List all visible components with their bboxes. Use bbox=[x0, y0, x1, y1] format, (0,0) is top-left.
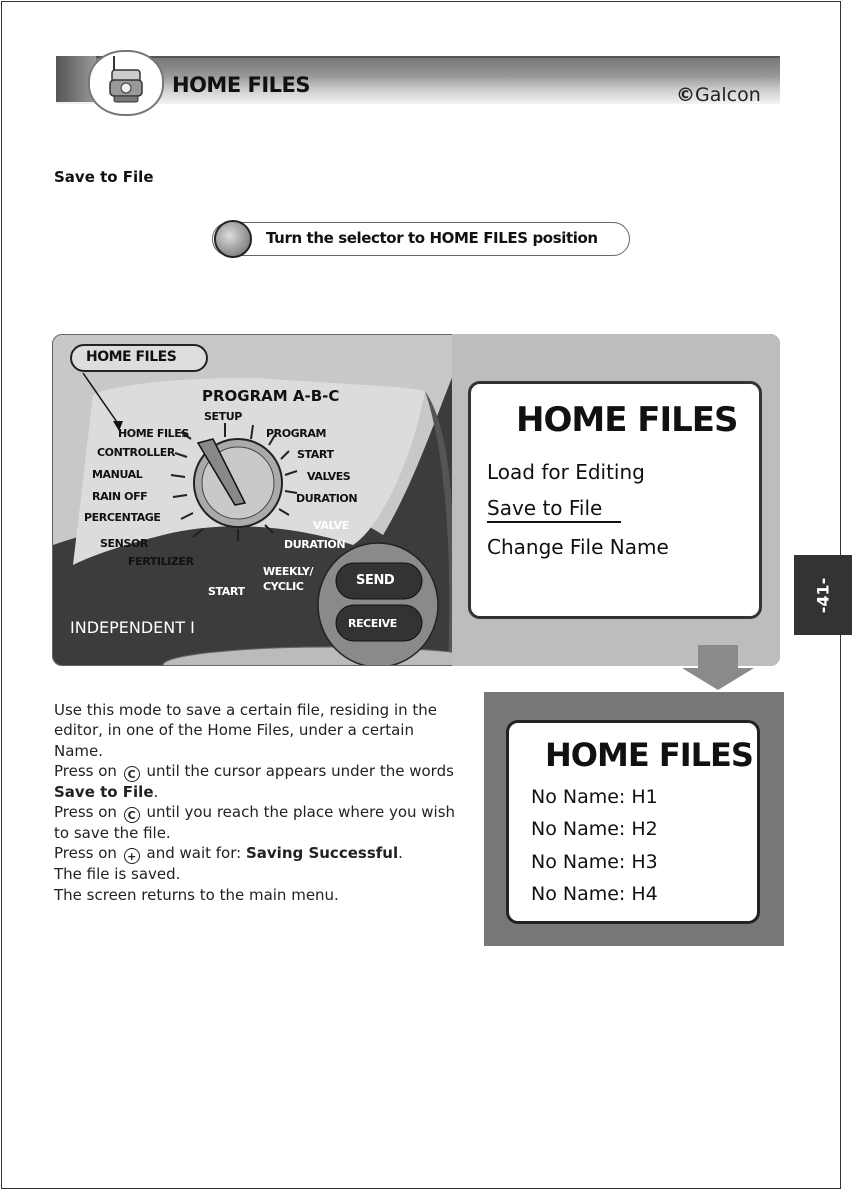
selector-knob-icon bbox=[214, 220, 252, 258]
dial-label-controller: CONTROLLER bbox=[97, 446, 175, 459]
instruction-paragraph-5: The file is saved. bbox=[54, 865, 181, 884]
file-item-h2: No Name: H2 bbox=[531, 818, 658, 840]
dial-label-valve: VALVE bbox=[313, 519, 349, 532]
dial-label-setup: SETUP bbox=[204, 410, 242, 423]
instruction-text: Turn the selector to HOME FILES position bbox=[266, 229, 598, 247]
lcd-screen-menu-title: HOME FILES bbox=[516, 400, 738, 440]
dial-label-fertilizer: FERTILIZER bbox=[128, 555, 194, 568]
instruction-paragraph-3: Press on C until you reach the place where you wish to save the file. bbox=[54, 803, 456, 843]
instruction-paragraph-2: Press on C until the cursor appears under the words Save to File. bbox=[54, 761, 454, 801]
header-bar bbox=[56, 56, 780, 104]
dial-label-percentage: PERCENTAGE bbox=[84, 511, 161, 524]
c-button-icon: C bbox=[124, 766, 140, 782]
mode-label: INDEPENDENT I bbox=[70, 618, 195, 637]
controller-device-icon bbox=[88, 50, 160, 112]
menu-item-change-name: Change File Name bbox=[487, 535, 669, 559]
dial-label-program: PROGRAM bbox=[266, 427, 327, 440]
cursor-underline bbox=[487, 521, 621, 523]
receive-button[interactable]: RECEIVE bbox=[348, 617, 397, 630]
instruction-paragraph-1: Use this mode to save a certain file, residing in the editor, in one of the Home Files, under a certain Name. bbox=[54, 701, 438, 760]
dial-label-manual: MANUAL bbox=[92, 468, 143, 481]
page-title: HOME FILES bbox=[172, 73, 310, 97]
dial-label-rain-off: RAIN OFF bbox=[92, 490, 148, 503]
dial-label-sensor: SENSOR bbox=[100, 537, 148, 550]
dial-label-home-files: HOME FILES bbox=[118, 427, 189, 440]
header-badge bbox=[88, 50, 164, 116]
file-item-h1: No Name: H1 bbox=[531, 786, 658, 808]
brand-logo: ©Galcon bbox=[676, 84, 761, 106]
program-abc-label: PROGRAM A-B-C bbox=[202, 387, 340, 405]
dial-label-start: START bbox=[297, 448, 334, 461]
dial-label-valves: VALVES bbox=[307, 470, 351, 483]
home-files-badge-label: HOME FILES bbox=[86, 349, 177, 365]
c-button-icon: C bbox=[124, 807, 140, 823]
down-arrow-icon bbox=[698, 645, 738, 669]
instructions-text bbox=[54, 700, 464, 905]
page-number: -41- bbox=[813, 577, 833, 613]
section-title: Save to File bbox=[54, 168, 154, 186]
menu-item-load: Load for Editing bbox=[487, 460, 645, 484]
dial-label-bottom-start: START bbox=[208, 585, 245, 598]
file-item-h3: No Name: H3 bbox=[531, 851, 658, 873]
instruction-paragraph-4: Press on + and wait for: Saving Successful. bbox=[54, 844, 403, 864]
plus-button-icon: + bbox=[124, 848, 140, 864]
lcd-screen-files-title: HOME FILES bbox=[545, 736, 753, 774]
instruction-paragraph-6: The screen returns to the main menu. bbox=[54, 885, 339, 904]
dial-label-cyclic: CYCLIC bbox=[263, 580, 304, 593]
down-arrow-head bbox=[682, 668, 754, 690]
dial-label-duration: DURATION bbox=[296, 492, 358, 505]
file-item-h4: No Name: H4 bbox=[531, 883, 658, 905]
send-button[interactable]: SEND bbox=[356, 573, 395, 588]
menu-item-save: Save to File bbox=[487, 496, 603, 520]
dial-label-valve-duration: DURATION bbox=[284, 538, 346, 551]
dial-label-weekly: WEEKLY/ bbox=[263, 565, 314, 578]
